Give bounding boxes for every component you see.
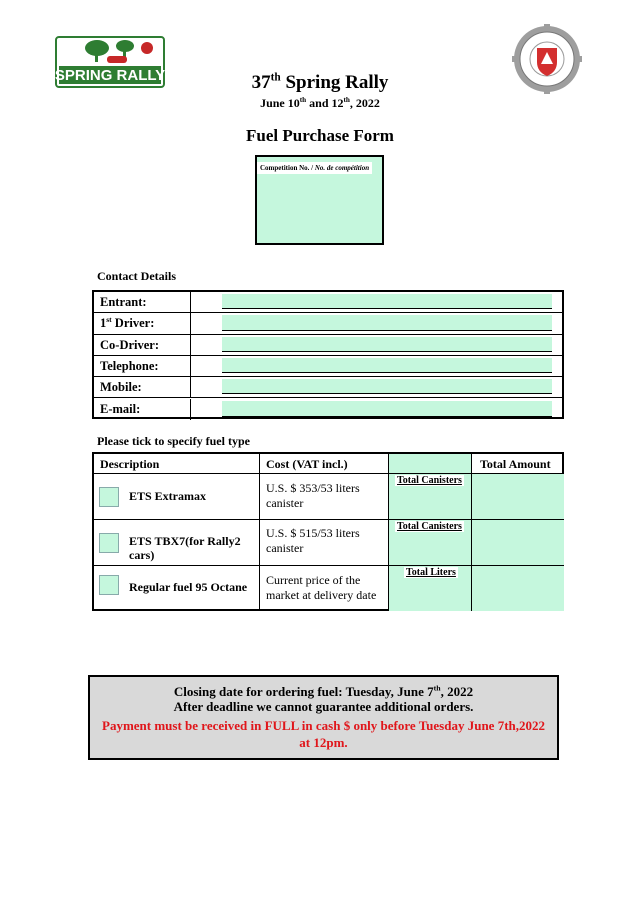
quantity-header-cell <box>389 454 471 473</box>
extramax-total-field[interactable] <box>472 474 564 519</box>
co-driver-field[interactable] <box>222 337 552 352</box>
entrant-field[interactable] <box>222 294 552 309</box>
extramax-checkbox[interactable] <box>99 487 119 507</box>
tbx7-checkbox[interactable] <box>99 533 119 553</box>
tbx7-name: ETS TBX7(for Rally2 cars) <box>129 534 241 562</box>
tbx7-total-field[interactable] <box>472 520 564 565</box>
regular-fuel-cost: Current price of the market at delivery date <box>266 573 377 602</box>
email-field[interactable] <box>222 401 552 417</box>
co-driver-row <box>94 335 562 356</box>
tbx7-total-canisters-label: Total Canisters <box>397 521 462 532</box>
extramax-name: ETS Extramax <box>129 489 207 503</box>
first-driver-row <box>94 313 562 334</box>
telephone-row <box>94 356 562 377</box>
entrant-row <box>94 292 562 313</box>
email-label: E-mail: <box>100 401 141 416</box>
mobile-row <box>94 377 562 398</box>
extramax-total-canisters-label: Total Canisters <box>397 475 462 486</box>
logo-text: SPRING RALLY <box>55 67 165 84</box>
mobile-label: Mobile: <box>100 380 142 395</box>
telephone-field[interactable] <box>222 358 552 373</box>
mobile-field[interactable] <box>222 379 552 394</box>
closing-date-line: Closing date for ordering fuel: Tuesday, June 7th, 2022 <box>173 683 474 699</box>
cost-header: Cost (VAT incl.) <box>266 457 348 471</box>
description-header: Description <box>100 457 160 471</box>
total-amount-header: Total Amount <box>480 457 551 471</box>
contact-details-heading: Contact Details <box>97 269 176 283</box>
competition-number-field[interactable] <box>255 155 384 245</box>
telephone-label: Telephone: <box>100 358 159 373</box>
regular-fuel-checkbox[interactable] <box>99 575 119 595</box>
fuel-order-table <box>92 452 564 611</box>
payment-notice: Payment must be received in FULL in cash $ only before Tuesday June 7th,2022 at 12pm. <box>102 718 545 750</box>
regular-fuel-name: Regular fuel 95 Octane <box>129 580 248 594</box>
form-title: Fuel Purchase Form <box>246 126 394 145</box>
rally-dates: June 10th and 12th, 2022 <box>260 96 380 110</box>
deadline-warning: After deadline we cannot guarantee additional orders. <box>173 699 474 714</box>
closing-notice <box>88 675 559 760</box>
fuel-type-heading: Please tick to specify fuel type <box>97 434 250 448</box>
entrant-label: Entrant: <box>100 295 147 309</box>
extramax-cost: U.S. $ 353/53 liters canister <box>266 481 360 510</box>
co-driver-label: Co-Driver: <box>100 337 159 352</box>
tbx7-cost: U.S. $ 515/53 liters canister <box>266 526 360 555</box>
competition-number-label: Competition No. / No. de compétition <box>257 162 372 174</box>
contact-details-table <box>92 290 564 419</box>
rally-title: 37th Spring Rally <box>251 71 389 93</box>
first-driver-label: 1st Driver: <box>100 315 155 331</box>
email-row <box>94 399 562 420</box>
first-driver-field[interactable] <box>222 315 552 330</box>
regular-total-field[interactable] <box>472 566 564 611</box>
regular-total-liters-label: Total Liters <box>406 567 456 578</box>
